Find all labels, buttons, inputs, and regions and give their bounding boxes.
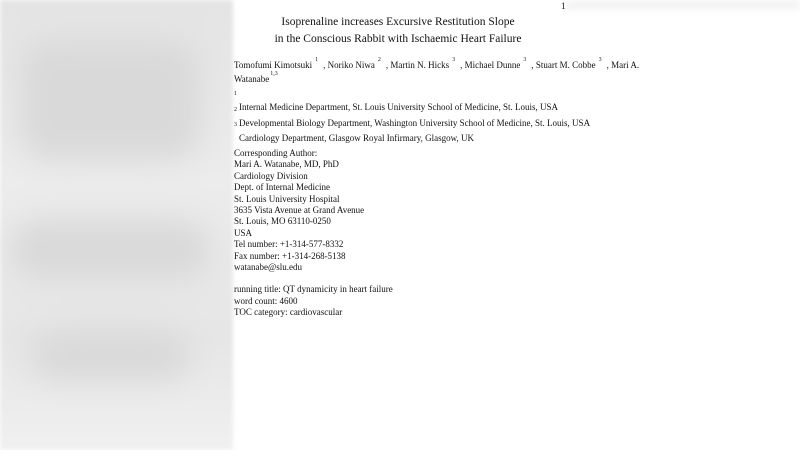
author: , Noriko Niwa — [323, 60, 375, 70]
running-title: running title: QT dynamicity in heart failure — [234, 284, 393, 295]
affil-num: 1 — [234, 91, 237, 97]
affil-num: 2 — [234, 107, 237, 113]
affiliation-3 — [234, 122, 475, 147]
author-sup: 3 — [452, 57, 456, 63]
affil-text: Cardiology Department, Glasgow Royal Infirmary, Glasgow, UK — [239, 133, 475, 143]
title-line-2: in the Conscious Rabbit with Ischaemic Heart Failure — [274, 33, 522, 45]
author-list — [234, 57, 640, 71]
correspondence-block — [234, 148, 393, 319]
corr-line: USA — [234, 227, 253, 238]
blurred-sidebar — [0, 0, 233, 450]
title-line-1: Isoprenaline increases Excursive Restitution Slope — [281, 16, 515, 28]
author-sup: 3 — [523, 57, 527, 63]
author-sup: 2 — [377, 57, 381, 63]
corr-line: Mari A. Watanabe, MD, PhD — [234, 159, 339, 170]
word-count: word count: 4600 — [234, 295, 298, 306]
blurred-toolbar — [565, 0, 800, 10]
corr-line: 3635 Vista Avenue at Grand Avenue — [234, 205, 365, 216]
corr-line: Cardiology Division — [234, 170, 308, 181]
author: , Martin N. Hicks — [385, 60, 450, 70]
page-number: 1 — [561, 1, 566, 11]
corr-phone: Tel number: +1-314-577-8332 — [234, 239, 344, 250]
author: , Stuart M. Cobbe — [531, 60, 596, 70]
author: Tomofumi Kimotsuki — [234, 60, 313, 70]
affil-num: 3 — [234, 122, 237, 128]
author: , Michael Dunne — [460, 60, 521, 70]
author-sup: 3 — [598, 57, 602, 63]
author-sup: 1,3 — [270, 71, 278, 77]
author: , Mari A. — [606, 60, 640, 70]
author: Watanabe — [234, 74, 270, 84]
corr-line: Dept. of Internal Medicine — [234, 182, 330, 193]
corr-fax: Fax number: +1-314-268-5138 — [234, 250, 346, 261]
corr-heading: Corresponding Author: — [234, 148, 318, 158]
toc-category: TOC category: cardiovascular — [234, 307, 343, 318]
corr-line: St. Louis University Hospital — [234, 193, 340, 204]
affil-text: Internal Medicine Department, St. Louis University School of Medicine, St. Louis, USA — [239, 102, 558, 112]
author-line-2 — [234, 71, 283, 85]
corr-email: watanabe@slu.edu — [234, 262, 303, 273]
author-sup: 1 — [315, 57, 319, 63]
affil-text: Developmental Biology Department, Washington University School of Medicine, St. Louis, USA — [239, 118, 591, 128]
corr-line: St. Louis, MO 63110-0250 — [234, 216, 331, 227]
